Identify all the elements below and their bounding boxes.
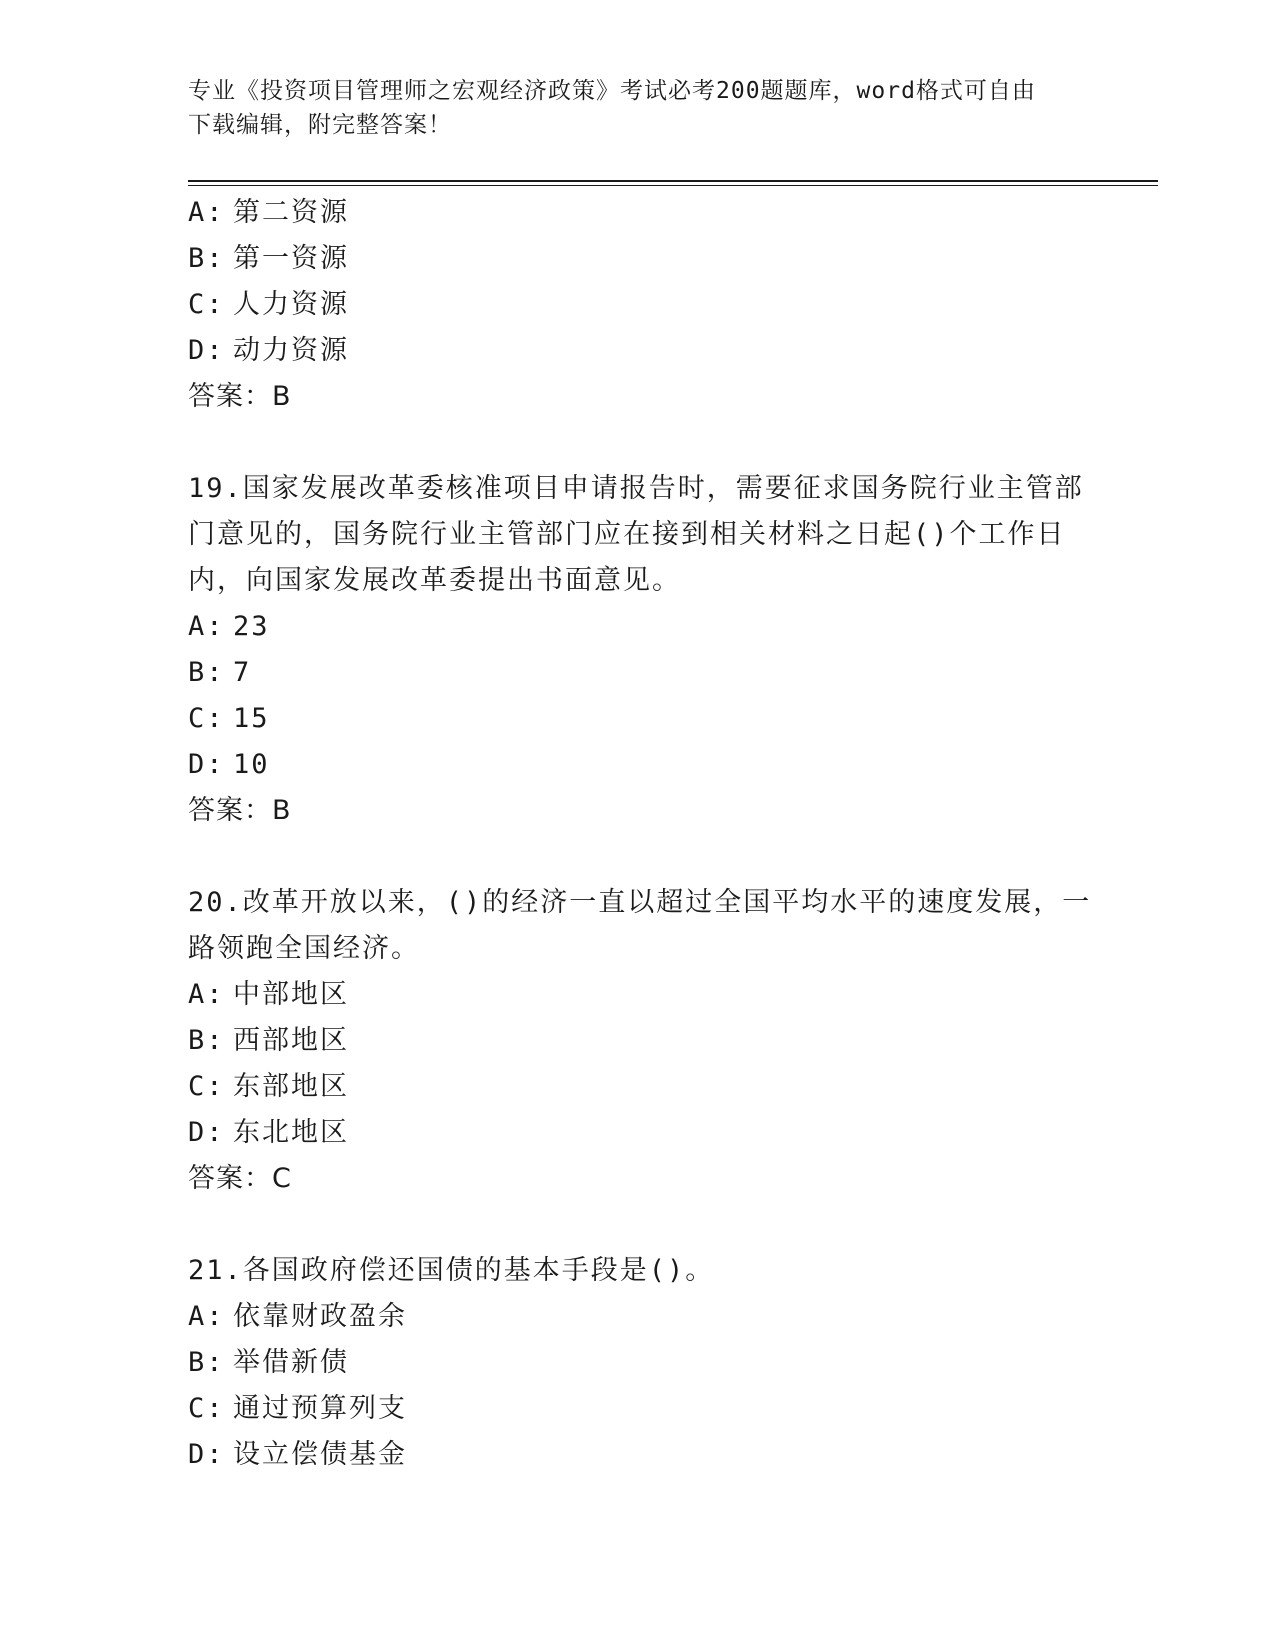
- option-letter: C:: [188, 289, 225, 320]
- option-c: [188, 696, 1088, 742]
- question-stem-line: 内，向国家发展改革委提出书面意见。: [188, 565, 681, 596]
- header-line-1: 专业《投资项目管理师之宏观经济政策》考试必考200题题库，word格式可自由: [188, 78, 1036, 104]
- option-b: [188, 1018, 1088, 1064]
- option-a: [188, 972, 1088, 1018]
- option-d: [188, 742, 1088, 788]
- option-text: 人力资源: [233, 289, 349, 320]
- option-d: [188, 1432, 1088, 1478]
- question-stem-line: 路领跑全国经济。: [188, 933, 420, 964]
- option-b: [188, 236, 1088, 282]
- option-text: 第二资源: [233, 197, 349, 228]
- option-letter: A:: [188, 197, 225, 228]
- answer-line: 答案：C: [188, 1163, 292, 1194]
- question-stem-line: 21.各国政府偿还国债的基本手段是()。: [188, 1255, 715, 1286]
- option-d: [188, 328, 1088, 374]
- option-text: 动力资源: [233, 335, 349, 366]
- header-divider: [188, 180, 1158, 186]
- option-letter: C:: [188, 1071, 225, 1102]
- page-header: [188, 74, 1078, 142]
- option-letter: A:: [188, 1301, 225, 1332]
- option-a: [188, 604, 1088, 650]
- option-text: 东北地区: [233, 1117, 349, 1148]
- question-stem-line: 门意见的，国务院行业主管部门应在接到相关材料之日起()个工作日: [188, 519, 1066, 550]
- answer-line: 答案：B: [188, 381, 292, 412]
- question-stem-line: 19.国家发展改革委核准项目申请报告时，需要征求国务院行业主管部: [188, 473, 1084, 504]
- option-letter: B:: [188, 657, 225, 688]
- option-text: 10: [233, 749, 270, 780]
- option-b: [188, 650, 1088, 696]
- option-letter: A:: [188, 611, 225, 642]
- option-letter: D:: [188, 1439, 225, 1470]
- option-text: 中部地区: [233, 979, 349, 1010]
- question-20: [188, 880, 1092, 1202]
- option-letter: A:: [188, 979, 225, 1010]
- option-a: [188, 1294, 1088, 1340]
- header-line-2: 下载编辑，附完整答案！: [188, 112, 452, 138]
- option-letter: B:: [188, 1025, 225, 1056]
- option-d: [188, 1110, 1088, 1156]
- question-19: [188, 466, 1088, 834]
- question-content: [188, 190, 1092, 1478]
- option-text: 依靠财政盈余: [233, 1301, 407, 1332]
- option-c: [188, 1064, 1088, 1110]
- option-letter: D:: [188, 1117, 225, 1148]
- option-text: 23: [233, 611, 270, 642]
- option-letter: B:: [188, 1347, 225, 1378]
- question-stem-line: 20.改革开放以来，()的经济一直以超过全国平均水平的速度发展，一: [188, 887, 1092, 918]
- option-b: [188, 1340, 1088, 1386]
- question-21: [188, 1248, 1088, 1478]
- option-letter: B:: [188, 243, 225, 274]
- option-text: 设立偿债基金: [233, 1439, 407, 1470]
- spacer: [188, 834, 1088, 880]
- option-text: 举借新债: [233, 1347, 349, 1378]
- option-text: 东部地区: [233, 1071, 349, 1102]
- question-18: [188, 190, 1088, 420]
- option-text: 7: [233, 657, 252, 688]
- option-a: [188, 190, 1088, 236]
- option-text: 第一资源: [233, 243, 349, 274]
- option-text: 西部地区: [233, 1025, 349, 1056]
- option-letter: D:: [188, 335, 225, 366]
- option-c: [188, 1386, 1088, 1432]
- spacer: [188, 1202, 1088, 1248]
- option-text: 通过预算列支: [233, 1393, 407, 1424]
- spacer: [188, 420, 1088, 466]
- option-text: 15: [233, 703, 270, 734]
- option-c: [188, 282, 1088, 328]
- option-letter: C:: [188, 1393, 225, 1424]
- option-letter: D:: [188, 749, 225, 780]
- option-letter: C:: [188, 703, 225, 734]
- answer-line: 答案：B: [188, 795, 292, 826]
